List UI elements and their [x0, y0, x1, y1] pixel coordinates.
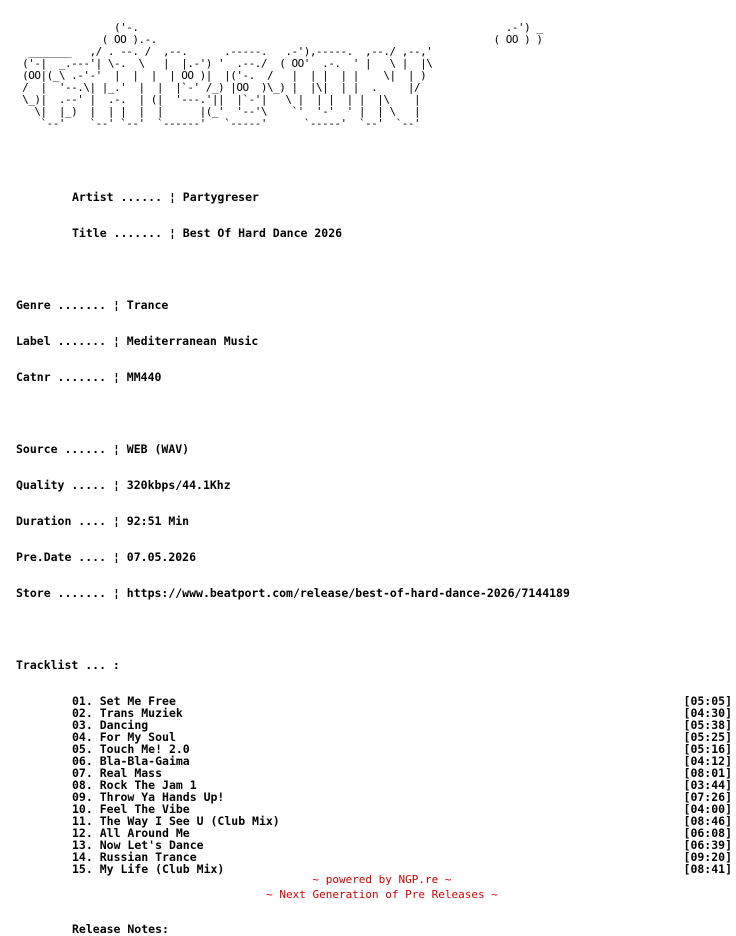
store-link: https://www.beatport.com/release/best-of-hard-dance-2026/7144189: [126, 586, 570, 600]
separator: ¦: [106, 334, 127, 348]
predate-value: 07.05.2026: [126, 550, 197, 564]
catnr-row: [16, 371, 732, 383]
ascii-logo: ('-. .-') _ ( OO ).-. ( OO ) ) _______ ,/ . --. / ,--. .-----. .-'),-----. ,--./ ,--,' ('-| _.---'| \-. \ | |.-') ' .--./ ( OO' .-. ' | \ | |\ (OO|(_\ .-'-' | | | | OO )| |('-. / | | | | | \| | ) / | '--.\| |_.' | | |`-' /_) |OO )\_) | |\| | | . |/ \_)| .--' | .-. | (| '---.'|| |`-'| \ | | | | | |\ | \| |_) | | | | | |(_' '--'\ `' '-' ' | | \ | `--' `--' `--' `------' `-----' `-----' `--' `--': [22, 21, 543, 130]
release-notes-heading: Release Notes:: [72, 922, 169, 936]
title-key: Title .......: [72, 226, 163, 240]
label-value: Mediterranean Music: [126, 334, 259, 348]
track-name: The Way I See U (Club Mix): [99, 814, 280, 828]
genre-value: Trance: [126, 298, 169, 312]
track-duration: [04:30]: [683, 706, 732, 720]
quality-value: 320kbps/44.1Khz: [126, 478, 231, 492]
separator: ¦: [162, 190, 183, 204]
separator: ¦: [162, 226, 183, 240]
track-name: Set Me Free: [99, 694, 176, 708]
track-name: Now Let's Dance: [99, 838, 204, 852]
store-key: Store .......: [16, 586, 107, 600]
separator: ¦: [106, 550, 127, 564]
separator: ¦: [106, 442, 127, 456]
track-duration: [07:26]: [683, 790, 732, 804]
track-duration: [04:12]: [683, 754, 732, 768]
duration-value: 92:51 Min: [126, 514, 190, 528]
footer-powered-by: ~ powered by NGP.re ~: [312, 873, 452, 886]
source-value: WEB (WAV): [126, 442, 190, 456]
duration-row: [16, 515, 732, 527]
track-duration: [06:08]: [683, 826, 732, 840]
track-duration: [08:01]: [683, 766, 732, 780]
genre-key: Genre .......: [16, 298, 107, 312]
track-name: For My Soul: [99, 730, 176, 744]
artist-row: [72, 191, 732, 203]
track-number: 13.: [72, 838, 93, 852]
track-name: All Around Me: [99, 826, 190, 840]
track-row: [72, 707, 732, 719]
track-duration: [03:44]: [683, 778, 732, 792]
separator: ¦: [106, 586, 127, 600]
track-duration: [04:00]: [683, 802, 732, 816]
track-number: 09.: [72, 790, 93, 804]
track-duration: [05:16]: [683, 742, 732, 756]
track-name: Throw Ya Hands Up!: [99, 790, 225, 804]
track-duration: [09:20]: [683, 850, 732, 864]
track-duration: [06:39]: [683, 838, 732, 852]
track-duration: [05:25]: [683, 730, 732, 744]
track-name: Feel The Vibe: [99, 802, 190, 816]
track-name: Trans Muziek: [99, 706, 183, 720]
separator: ¦: [106, 298, 127, 312]
track-number: 14.: [72, 850, 93, 864]
quality-key: Quality .....: [16, 478, 107, 492]
catnr-key: Catnr .......: [16, 370, 107, 384]
separator: ¦: [106, 514, 127, 528]
tracklist: [16, 695, 732, 875]
release-label-info: [16, 275, 732, 407]
quality-row: [16, 479, 732, 491]
separator: ¦: [106, 370, 127, 384]
genre-row: [16, 299, 732, 311]
title-value: Best Of Hard Dance 2026: [182, 226, 343, 240]
nfo-document: [16, 22, 732, 935]
track-number: 07.: [72, 766, 93, 780]
track-number: 11.: [72, 814, 93, 828]
track-duration: [08:46]: [683, 814, 732, 828]
separator: ¦: [106, 478, 127, 492]
track-number: 08.: [72, 778, 93, 792]
track-number: 02.: [72, 706, 93, 720]
duration-key: Duration ....: [16, 514, 107, 528]
track-duration: [05:38]: [683, 718, 732, 732]
track-number: 01.: [72, 694, 93, 708]
release-source-info: [16, 419, 732, 623]
track-name: Russian Trance: [99, 850, 197, 864]
track-name: My Life (Club Mix): [99, 862, 225, 876]
source-key: Source ......: [16, 442, 107, 456]
predate-key: Pre.Date ....: [16, 550, 107, 564]
label-key: Label .......: [16, 334, 107, 348]
track-name: Touch Me! 2.0: [99, 742, 190, 756]
track-name: Real Mass: [99, 766, 163, 780]
track-number: 10.: [72, 802, 93, 816]
footer-tagline: ~ Next Generation of Pre Releases ~: [266, 888, 498, 901]
predate-row: [16, 551, 732, 563]
track-number: 05.: [72, 742, 93, 756]
track-name: Dancing: [99, 718, 149, 732]
title-row: [72, 227, 732, 239]
track-name: Bla-Bla-Gaima: [99, 754, 190, 768]
label-row: [16, 335, 732, 347]
track-duration: [05:05]: [683, 694, 732, 708]
release-header: [16, 167, 732, 263]
artist-key: Artist ......: [72, 190, 163, 204]
track-number: 12.: [72, 826, 93, 840]
store-row: [16, 587, 732, 599]
artist-value: Partygreser: [182, 190, 259, 204]
tracklist-heading: Tracklist ... :: [16, 658, 120, 672]
track-duration: [08:41]: [683, 862, 732, 876]
track-number: 03.: [72, 718, 93, 732]
catnr-value: MM440: [126, 370, 162, 384]
track-name: Rock The Jam 1: [99, 778, 197, 792]
track-number: 04.: [72, 730, 93, 744]
track-number: 06.: [72, 754, 93, 768]
source-row: [16, 443, 732, 455]
track-row: [72, 755, 732, 767]
track-number: 15.: [72, 862, 93, 876]
